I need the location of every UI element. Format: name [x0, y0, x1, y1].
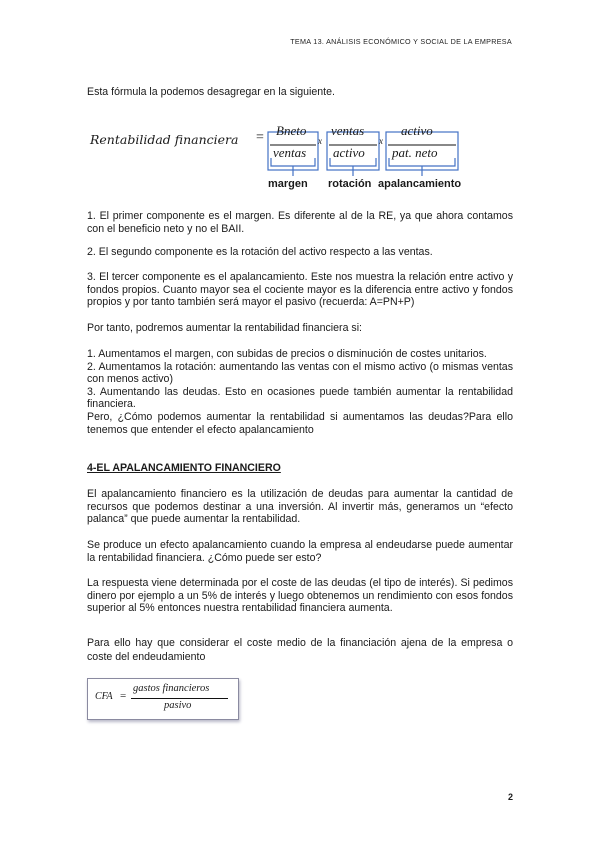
formula-lhs: Rentabilidad financiera: [90, 132, 239, 147]
f2-numerator: ventas: [331, 123, 365, 138]
page-number: 2: [507, 792, 513, 802]
paragraph-definition: El apalancamiento financiero es la utilización de deudas para aumentar la cantidad de recursos que podemos destinar a una inversión. Al invertir más, generamos un “efecto palanca” que puede aumentar la rentabilidad.: [87, 488, 513, 526]
component-2: 2. El segundo componente es la rotación del activo respecto a las ventas.: [87, 246, 433, 258]
times-2: x: [379, 136, 383, 146]
paragraph-efecto: Se produce un efecto apalancamiento cuando la empresa al endeudarse puede aumentar la rentabilidad financiera. ¿Cómo puede ser esto?: [87, 539, 513, 564]
por-tanto-text: Por tanto, podremos aumentar la rentabilidad financiera si:: [87, 322, 363, 334]
formula-equals: =: [256, 130, 264, 145]
section-title: 4-EL APALANCAMIENTO FINANCIERO: [87, 462, 281, 474]
paragraph-coste-medio: Para ello hay que considerar el coste medio de la financiación ajena de la empresa o coste del endeudamiento: [87, 637, 513, 663]
formula-cfa: [87, 678, 239, 720]
label-apalancamiento: apalancamiento: [378, 178, 462, 190]
component-1: 1. El primer componente es el margen. Es diferente al de la RE, ya que ahora contamos con el beneficio neto y no el BAII.: [87, 210, 513, 235]
way-2: 2. Aumentamos la rotación: aumentando las ventas con el mismo activo (o mismas ventas con menos activo): [87, 360, 513, 386]
way-3: 3. Aumentando las deudas. Esto en ocasiones puede también aumentar la rentabilidad financiera.: [87, 385, 513, 411]
cfa-lhs: CFA: [95, 691, 113, 702]
intro-text: Esta fórmula la podemos desagregar en la siguiente.: [87, 86, 335, 98]
component-3: 3. El tercer componente es el apalancamiento. Este nos muestra la relación entre activo y fondos propios. Cuanto mayor sea el cociente mayor es la diferencia entre activo y fondos propios y por tanto también será mayor el pasivo (recuerda: A=PN+P): [87, 271, 513, 309]
running-header: TEMA 13. ANÁLISIS ECONÓMICO Y SOCIAL DE LA EMPRESA: [290, 37, 512, 46]
cfa-numerator: gastos financieros: [133, 683, 210, 694]
times-1: x: [318, 136, 322, 146]
f3-numerator: activo: [401, 123, 433, 138]
cfa-equals: =: [120, 690, 127, 702]
paragraph-respuesta: La respuesta viene determinada por el coste de las deudas (el tipo de interés). Si pedimos dinero por ejemplo a un 5% de interés y luego obtenemos un rendimiento con esos fondos superior al 5% entonces nuestra rentabilidad financiera aumenta.: [87, 577, 513, 615]
label-margen: margen: [268, 178, 308, 190]
way-question: Pero, ¿Cómo podemos aumentar la rentabilidad si aumentamos las deudas?Para ello tenemos que entender el efecto apalancamiento: [87, 410, 513, 436]
f1-denominator: ventas: [273, 145, 307, 160]
formula-rentabilidad: [90, 118, 470, 196]
cfa-denominator: pasivo: [164, 700, 192, 711]
ways-list: [87, 348, 513, 436]
label-rotacion: rotación: [328, 178, 372, 190]
cfa-fraction-bar: [131, 698, 228, 699]
f1-numerator: Bneto: [276, 123, 307, 138]
way-1: 1. Aumentamos el margen, con subidas de precios o disminución de costes unitarios.: [87, 348, 487, 360]
f3-denominator: pat. neto: [392, 145, 438, 160]
f2-denominator: activo: [333, 145, 365, 160]
